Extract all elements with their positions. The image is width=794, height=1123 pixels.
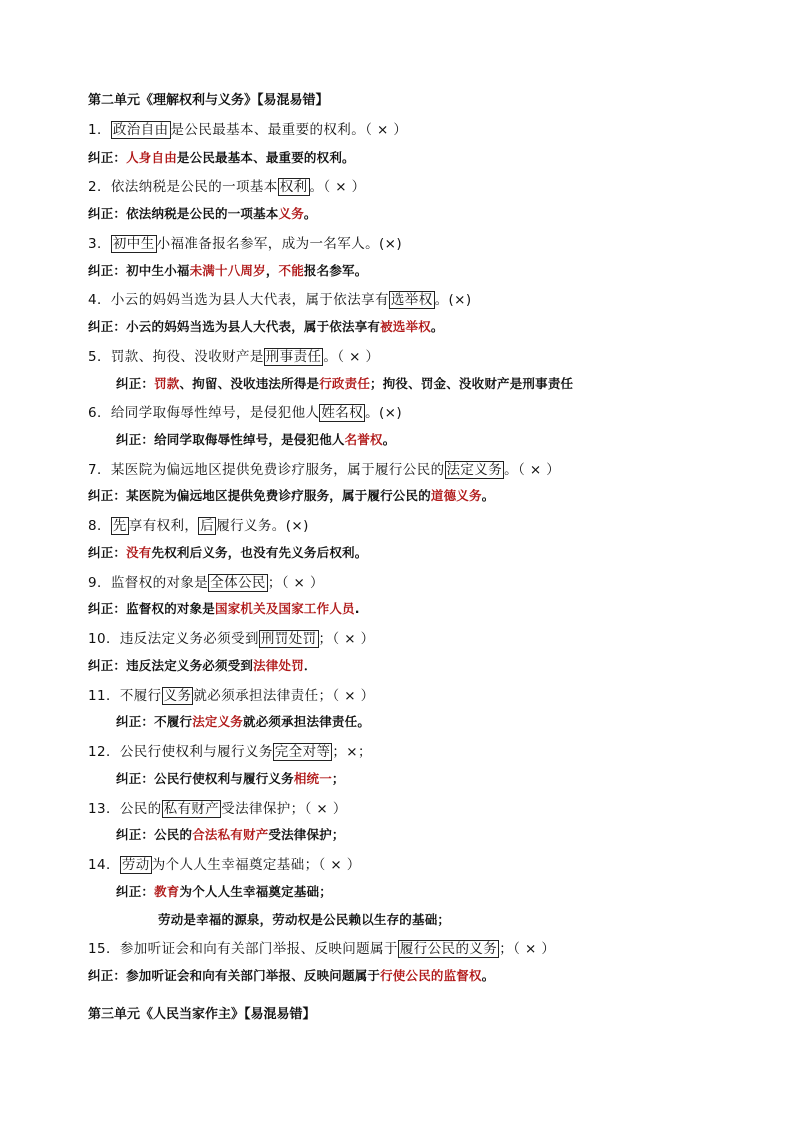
correction-item-7 [88, 486, 494, 504]
text-segment: ；（ × ） [499, 941, 556, 957]
text-segment: 。 [303, 206, 317, 221]
text-segment: 履行义务。(×) [216, 518, 309, 534]
correction-item-9 [88, 599, 360, 617]
text-segment: 受法律保护；（ × ） [221, 801, 347, 817]
text-segment: 纠正：监督权的对象是 [88, 601, 216, 616]
statement-item-11 [88, 684, 375, 704]
unit3-heading: 第三单元《人民当家作主》【易混易错】 [88, 1007, 316, 1022]
boxed-term: 劳动 [121, 857, 150, 873]
text-segment: 1． [88, 122, 111, 138]
text-segment: 先权利后义务，也没有先义务后权利。 [151, 545, 368, 560]
text-segment: 。(×) [434, 292, 472, 308]
boxed-term: 义务 [163, 688, 192, 704]
boxed-term: 履行公民的义务 [399, 941, 498, 957]
correction-item-1 [88, 148, 355, 166]
statement-item-1 [88, 118, 407, 138]
corrected-term: 没有 [126, 545, 152, 560]
text-segment: 纠正：依法纳税是公民的一项基本 [88, 206, 279, 221]
text-segment: . [354, 601, 360, 616]
text-segment: 7．某医院为偏远地区提供免费诊疗服务，属于履行公民的 [88, 462, 445, 478]
text-segment: 纠正： [88, 150, 127, 165]
corrected-term: 法定义务 [192, 714, 244, 729]
boxed-term: 姓名权 [321, 405, 364, 421]
text-segment: 是公民最基本、最重要的权利。 [176, 150, 355, 165]
statement-item-5 [88, 345, 379, 365]
statement-item-8 [88, 514, 309, 534]
boxed-term: 权利 [279, 179, 308, 195]
correction-item-13 [116, 825, 345, 843]
text-segment: 为个人人生幸福奠定基础； [179, 884, 332, 899]
text-segment: ； [331, 771, 345, 786]
text-segment: 4．小云的妈妈当选为县人大代表，属于依法享有 [88, 292, 389, 308]
text-segment: 11．不履行 [88, 688, 162, 704]
text-segment: 12．公民行使权利与履行义务 [88, 744, 273, 760]
corrected-term: 义务 [278, 206, 304, 221]
text-segment: 5．罚款、拘役、没收财产是 [88, 349, 264, 365]
statement-item-15 [88, 937, 555, 957]
correction-item-11 [116, 712, 370, 730]
statement-item-13 [88, 797, 347, 817]
correction-note-14: 劳动是幸福的源泉，劳动权是公民赖以生存的基础； [158, 912, 451, 927]
correction-item-15 [88, 966, 494, 984]
text-segment: 10．违反法定义务必须受到 [88, 631, 259, 647]
correction-item-2 [88, 204, 317, 222]
text-segment: 。 [382, 432, 396, 447]
corrected-term: 人身自由 [126, 150, 177, 165]
text-segment: ． [303, 658, 317, 673]
text-segment: 。 [481, 488, 495, 503]
corrected-term: 名誉权 [344, 432, 383, 447]
correction-item-8 [88, 543, 367, 561]
unit2-heading: 第二单元《理解权利与义务》【易混易错】 [88, 93, 329, 108]
boxed-term: 私有财产 [163, 801, 220, 817]
corrected-term: 法律处罚 [253, 658, 304, 673]
statement-item-14 [88, 853, 361, 873]
text-segment: ；拘役、罚金、没收财产是刑事责任 [370, 376, 574, 391]
text-segment: 3． [88, 236, 111, 252]
text-segment: 。（ × ） [323, 349, 380, 365]
statement-item-10 [88, 627, 375, 647]
correction-item-3 [88, 261, 367, 279]
text-segment: 纠正：初中生小福 [88, 263, 190, 278]
boxed-term: 完全对等 [274, 744, 331, 760]
text-segment: 享有权利， [128, 518, 199, 534]
text-segment: 纠正：某医院为偏远地区提供免费诊疗服务，属于履行公民的 [88, 488, 431, 503]
text-segment: 纠正： [116, 376, 155, 391]
text-segment: 13．公民的 [88, 801, 162, 817]
text-segment: 。(×) [365, 405, 403, 421]
correction-item-4 [88, 317, 444, 335]
text-segment: 纠正：参加听证会和向有关部门举报、反映问题属于 [88, 968, 381, 983]
text-segment: ；×； [332, 744, 372, 760]
text-segment: 报名参军。 [303, 263, 368, 278]
text-segment: 8． [88, 518, 111, 534]
text-segment: 。（ × ） [309, 179, 366, 195]
text-segment: 受法律保护； [268, 827, 345, 842]
corrected-term: 罚款 [154, 376, 180, 391]
statement-item-7 [88, 458, 560, 478]
text-segment: 纠正： [88, 545, 127, 560]
boxed-term: 法定义务 [446, 462, 503, 478]
text-segment: ， [265, 263, 279, 278]
boxed-term: 刑罚处罚 [260, 631, 317, 647]
corrected-term: 国家机关及国家工作人员 [215, 601, 355, 616]
text-segment: 纠正：公民的 [116, 827, 193, 842]
boxed-term: 选举权 [390, 292, 433, 308]
corrected-term: 相统一 [293, 771, 332, 786]
corrected-term: 道德义务 [430, 488, 482, 503]
text-segment: 小福准备报名参军，成为一名军人。(×) [156, 236, 403, 252]
boxed-term: 全体公民 [210, 575, 266, 591]
text-segment: 就必须承担法律责任；（ × ） [193, 688, 375, 704]
text-segment: 。（ × ） [504, 462, 561, 478]
text-segment: 9．监督权的对象是 [88, 575, 209, 591]
corrected-term: 未满十八周岁 [189, 263, 266, 278]
text-segment: 纠正：不履行 [116, 714, 193, 729]
corrected-term: 合法私有财产 [192, 827, 269, 842]
corrected-term: 行使公民的监督权 [380, 968, 482, 983]
correction-item-12 [116, 769, 345, 787]
corrected-term: 教育 [154, 884, 180, 899]
boxed-term: 先 [112, 518, 127, 534]
text-segment: 。 [430, 319, 444, 334]
text-segment: 、拘留、没收违法所得是 [179, 376, 320, 391]
text-segment: 纠正：公民行使权利与履行义务 [116, 771, 294, 786]
correction-item-10 [88, 656, 317, 674]
statement-item-4 [88, 288, 472, 308]
text-segment: ；（ × ） [318, 631, 375, 647]
text-segment: ；（ × ） [267, 575, 324, 591]
statement-item-2 [88, 175, 366, 195]
boxed-term: 后 [200, 518, 215, 534]
corrected-term: 被选举权 [380, 319, 431, 334]
correction-item-5 [116, 374, 573, 392]
text-segment: 纠正：小云的妈妈当选为县人大代表，属于依法享有 [88, 319, 381, 334]
corrected-term: 行政责任 [319, 376, 371, 391]
text-segment: 14． [88, 857, 120, 873]
boxed-term: 政治自由 [112, 122, 169, 138]
text-segment: 就必须承担法律责任。 [243, 714, 371, 729]
correction-item-14 [116, 882, 332, 900]
text-segment: 6．给同学取侮辱性绰号，是侵犯他人 [88, 405, 320, 421]
statement-item-9 [88, 571, 324, 591]
text-segment: 。 [481, 968, 495, 983]
text-segment: 纠正：给同学取侮辱性绰号，是侵犯他人 [116, 432, 345, 447]
text-segment: 为个人人生幸福奠定基础；（ × ） [151, 857, 361, 873]
text-segment: 纠正： [116, 884, 155, 899]
text-segment: 纠正：违反法定义务必须受到 [88, 658, 254, 673]
corrected-term: 不能 [278, 263, 304, 278]
statement-item-6 [88, 401, 402, 421]
text-segment: 2．依法纳税是公民的一项基本 [88, 179, 278, 195]
statement-item-3 [88, 232, 402, 252]
text-segment: 15．参加听证会和向有关部门举报、反映问题属于 [88, 941, 398, 957]
boxed-term: 刑事责任 [265, 349, 322, 365]
statement-item-12 [88, 740, 372, 760]
correction-item-6 [116, 430, 395, 448]
boxed-term: 初中生 [112, 236, 155, 252]
text-segment: 是公民最基本、最重要的权利。（ × ） [170, 122, 408, 138]
